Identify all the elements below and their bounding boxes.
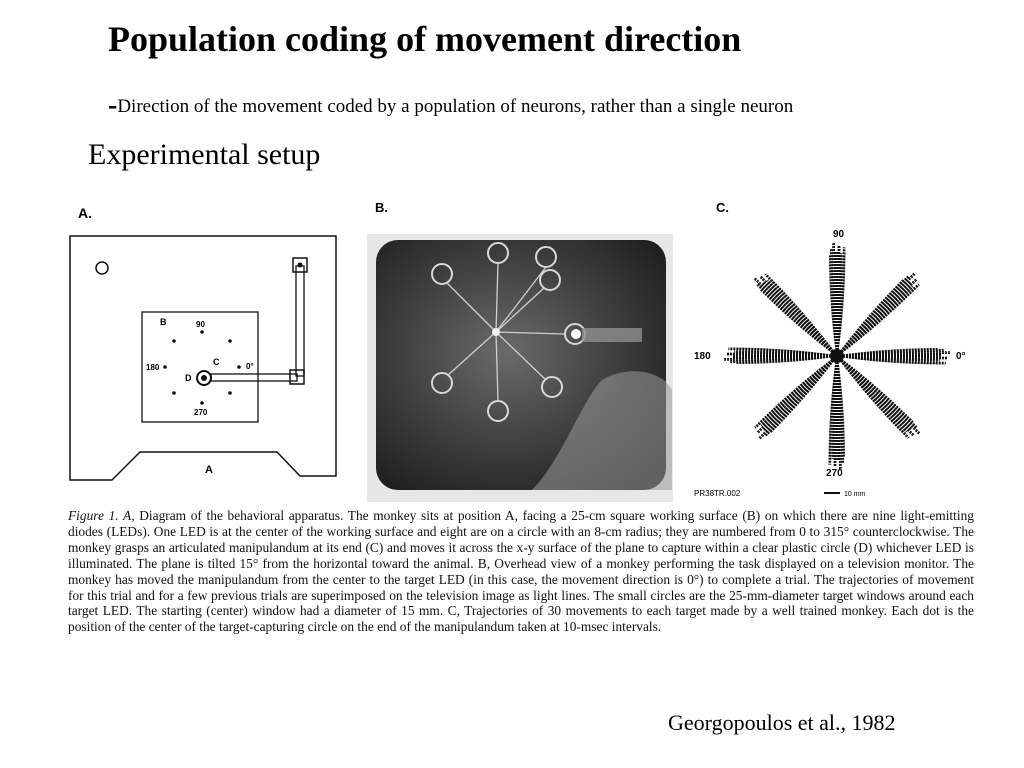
c-deg-0-label: 0°: [956, 351, 966, 362]
led-markers: [163, 330, 241, 405]
manipulandum-image: [582, 328, 642, 342]
trajectory-bundle: [754, 274, 837, 356]
target-led-lit: [571, 329, 581, 339]
center-label: C: [213, 357, 220, 367]
trajectory-bundle: [755, 356, 837, 439]
trajectory-bundle: [837, 356, 920, 438]
panel-a: [70, 205, 336, 480]
position-a-label: A: [205, 464, 213, 476]
reward-port-icon: [96, 262, 108, 274]
deg-270-label: 270: [194, 408, 208, 417]
center-led: [492, 328, 500, 336]
trajectory-bundles: [724, 243, 950, 469]
figure-code: PR38TR.002: [694, 489, 741, 498]
deg-0-label: 0°: [246, 362, 254, 371]
figure-caption: [68, 508, 974, 635]
manipulandum-arm: [211, 374, 297, 381]
trajectory-bundle: [837, 349, 950, 364]
caption-text: Diagram of the behavioral apparatus. The monkey sits at position A, facing a 25-cm square working surface (B) on which there are nine light-emitting diodes (LEDs). One LED is at the center of the working surface and eight are on a circle with an 8-cm radius; they are numbered from 0 to 315° counterclockwise. The monkey grasps an articulated manipulandum at its end (C) and moves it across the x-y surface of the plane to capture within a clear plastic circle (D) whichever LED is illuminated. The plane is tilted 15° from the horizontal toward the animal. B, Overhead view of a monkey performing the task displayed on a television monitor. The monkey has moved the manipulandum from the center to the target LED (in this case, the movement direction is 0°) to complete a trial. The trajectories of movement for this trial and for a few previous trials are superimposed on the television image as light lines. The small circles are the 25-mm-diameter target windows around each target LED. The starting (center) window had a diameter of 15 mm. C, Trajectories of 30 movements to each target made by a well trained monkey. Each dot is the position of the center of the target-capturing circle on the end of the manipulandum taken at 10-msec intervals.: [68, 508, 974, 635]
trajectory-bundle: [724, 348, 837, 363]
panel-b-label: B.: [375, 200, 388, 215]
trajectory-bundle: [829, 356, 844, 469]
panel-c: [694, 200, 966, 498]
deg-180-label: 180: [146, 363, 160, 372]
surface-label: B: [160, 317, 167, 327]
panel-a-label: A.: [78, 205, 92, 221]
section-heading: Experimental setup: [88, 138, 321, 171]
trajectory-bundle: [830, 243, 845, 356]
panel-b: [367, 200, 673, 502]
subtitle-dash: -: [108, 90, 118, 121]
manipulandum-upper-arm: [296, 266, 304, 376]
c-deg-90-label: 90: [833, 229, 845, 240]
slide-title: Population coding of movement direction: [108, 19, 742, 59]
manipulandum-handle: [201, 375, 207, 381]
subtitle-text: Direction of the movement coded by a population of neurons, rather than a single neuron: [117, 96, 794, 117]
trajectory-bundle: [837, 273, 919, 356]
slide-subtitle: [108, 90, 793, 122]
citation: Georgopoulos et al., 1982: [668, 710, 896, 735]
experiment-figure: [62, 190, 982, 502]
c-deg-270-label: 270: [826, 468, 843, 479]
trajectory-center: [830, 349, 844, 363]
deg-90-label: 90: [196, 320, 205, 329]
panel-c-label: C.: [716, 200, 729, 215]
manipulandum-label: D: [185, 373, 192, 383]
scale-label: 10 mm: [844, 491, 866, 498]
caption-figure-label: Figure 1. A,: [68, 508, 135, 523]
c-deg-180-label: 180: [694, 351, 711, 362]
